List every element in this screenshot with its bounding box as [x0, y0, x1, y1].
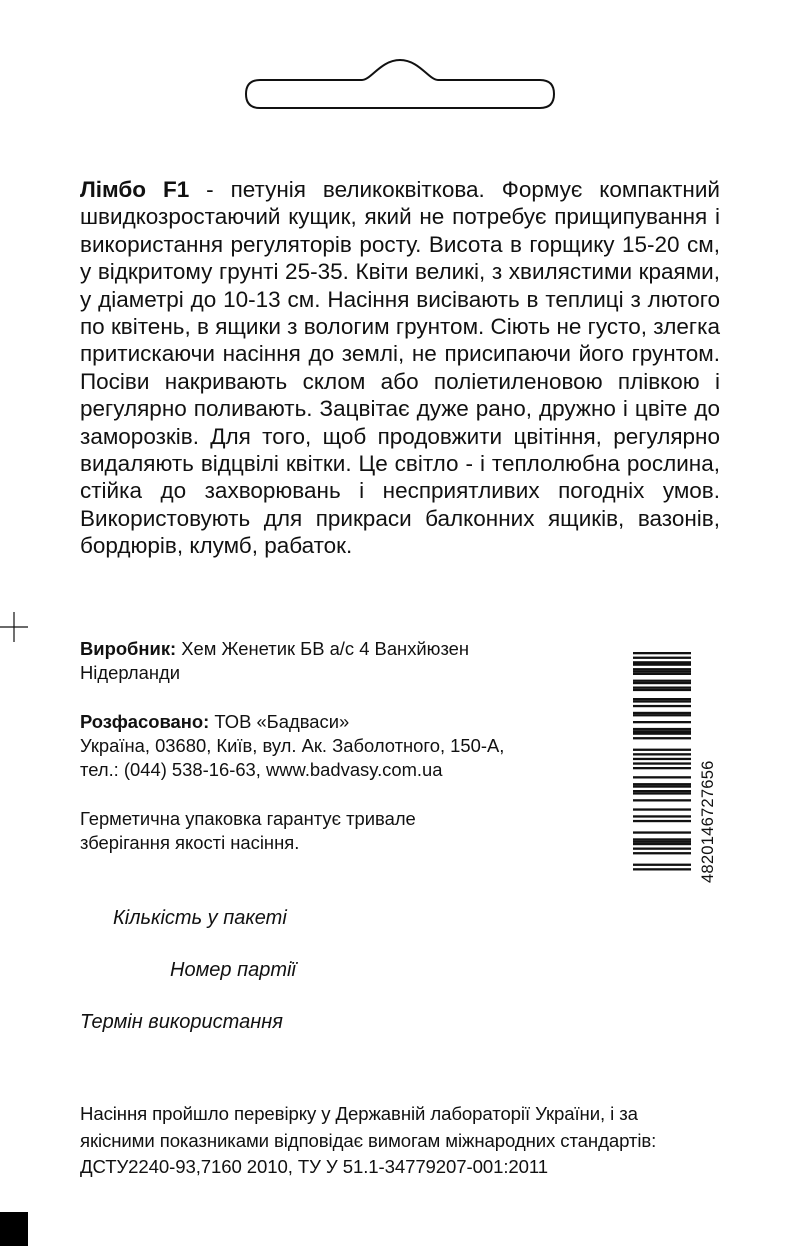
barcode-bar	[633, 733, 691, 735]
barcode-bar	[633, 652, 691, 654]
quantity-label: Кількість у пакеті	[113, 907, 287, 929]
barcode-bar	[633, 848, 691, 850]
barcode-bar	[633, 670, 691, 672]
barcode-bar	[633, 792, 691, 794]
barcode-bar	[633, 721, 691, 723]
barcode-bar	[633, 680, 691, 682]
certification-note	[80, 1101, 730, 1181]
barcode-bar	[633, 712, 691, 714]
barcode-bar	[633, 783, 691, 785]
expiry-term-label: Термін використання	[80, 1011, 283, 1033]
barcode-bar	[633, 687, 691, 689]
sealed-line-1: Герметична упаковка гарантує тривале	[80, 808, 416, 829]
barcode-bar	[633, 843, 691, 845]
packer-label: Розфасовано:	[80, 711, 210, 732]
description-text: - петунія великоквіткова. Формує компактний швидкозростаючий кущик, який не потребує прищипування і використання регуляторів росту. Висота в горщику 15-20 см, у відкритому грунті 25-35. Квіти великі, з хвилястими краями, у діаметрі до 10-13 см. Насіння висівають в теплиці з лютого по квітень, в ящики з вологим грунтом. Сіють не густо, злегка притискаючи насіння до землі, не присипаючи його грунтом. Посіви накривають склом або поліетиленовою плівкою і регулярно поливають. Зацвітає дуже рано, дружно і цвіте до заморозків. Для того, щоб продовжити цвітіння, регулярно видаляють відцвілі квітки. Це світло - і теплолюбна рослина, стійка до захворювань і несприятливих погодніх умов. Використовують для прикраси балконних ящиків, вазонів, бордюрів, клумб, рабаток.	[80, 177, 720, 559]
barcode-bar	[633, 730, 691, 732]
certification-line-3: ДСТУ2240-93,7160 2010, ТУ У 51.1-34779207-001:2011	[80, 1156, 548, 1177]
certification-line-2: якісними показниками відповідає вимогам міжнародних стандартів:	[80, 1129, 657, 1151]
barcode-bar	[633, 762, 691, 764]
registration-mark	[0, 1212, 28, 1246]
manufacturer-value: Хем Женетик БВ а/с 4 Ванхйюзен	[176, 638, 470, 659]
barcode-bar	[633, 689, 691, 691]
barcode-bar	[633, 668, 691, 670]
barcode-bar	[633, 767, 691, 769]
packer-address: Україна, 03680, Київ, вул. Ак. Заболотного, 150-А,	[80, 735, 505, 756]
barcode-digits: 4820146727656	[698, 760, 717, 883]
barcode-bar	[633, 705, 691, 707]
manufacturer-info	[80, 637, 610, 685]
packer-info	[80, 710, 610, 782]
packer-value: ТОВ «Бадваси»	[209, 711, 350, 732]
certification-line-1: Насіння пройшло перевірку у Державній лабораторії України, і за	[80, 1103, 638, 1124]
product-description	[80, 176, 720, 560]
barcode-bars	[633, 652, 691, 871]
barcode-bar	[633, 864, 691, 866]
barcode-bar	[633, 852, 691, 854]
barcode-bar	[633, 698, 691, 700]
barcode-bar	[633, 790, 691, 792]
barcode-bar	[633, 737, 691, 739]
barcode-bar	[633, 831, 691, 833]
barcode-bar	[633, 841, 691, 843]
sealed-line-2: зберігання якості насіння.	[80, 832, 300, 853]
manufacturer-label: Виробник:	[80, 638, 177, 659]
sealed-package-note	[80, 807, 610, 855]
barcode-bar	[633, 758, 691, 760]
product-name: Лімбо F1	[80, 177, 190, 202]
barcode-bar	[633, 785, 691, 787]
barcode-bar	[633, 661, 691, 663]
barcode-bar	[633, 776, 691, 778]
barcode-bar	[633, 714, 691, 716]
packer-contact: тел.: (044) 538-16-63, www.badvasy.com.ua	[80, 759, 443, 780]
barcode-bar	[633, 838, 691, 840]
batch-number-label: Номер партії	[170, 959, 296, 981]
barcode-bar	[633, 749, 691, 751]
barcode-bar	[633, 682, 691, 684]
barcode-bar	[633, 753, 691, 755]
barcode-bar	[633, 815, 691, 817]
hang-tab-outline	[244, 56, 556, 112]
barcode-bar	[633, 700, 691, 702]
barcode-bar	[633, 664, 691, 666]
barcode-bar	[633, 673, 691, 675]
barcode-bar	[633, 657, 691, 659]
barcode	[633, 650, 717, 885]
crop-mark-icon	[0, 612, 30, 642]
barcode-bar	[633, 808, 691, 810]
barcode-bar	[633, 820, 691, 822]
manufacturer-country: Нідерланди	[80, 662, 181, 683]
barcode-bar	[633, 728, 691, 730]
barcode-bar	[633, 799, 691, 801]
barcode-bar	[633, 868, 691, 870]
